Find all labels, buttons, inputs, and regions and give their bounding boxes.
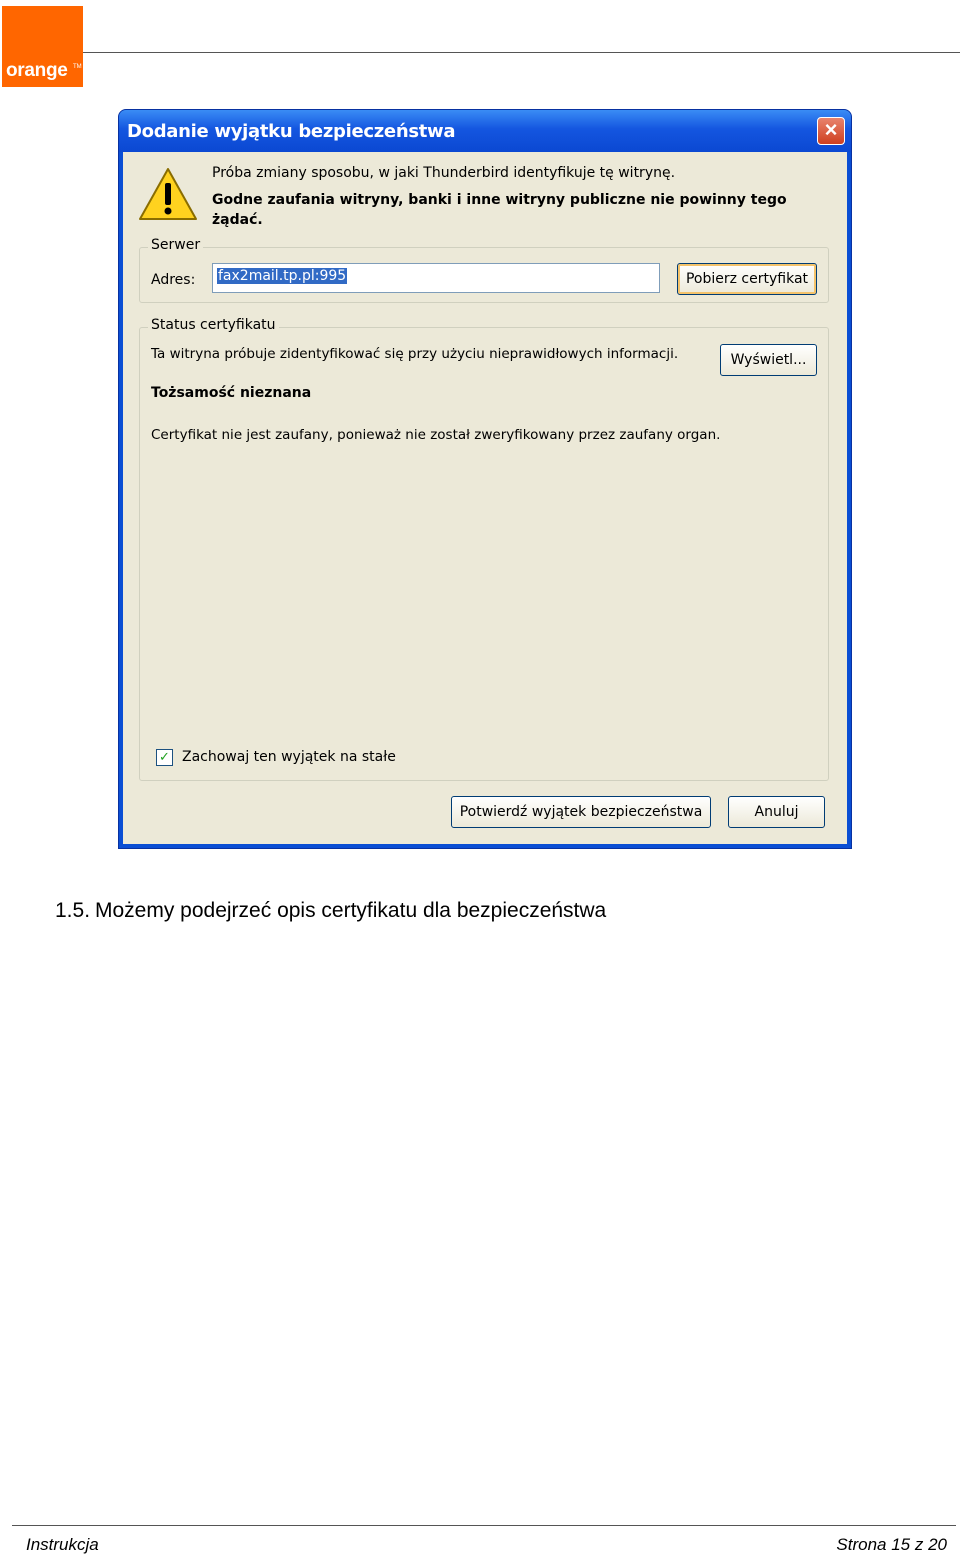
footer-rule (12, 1525, 956, 1526)
orange-logo (2, 6, 83, 87)
cancel-button[interactable]: Anuluj (728, 796, 825, 828)
footer-page-number: Strona 15 z 20 (836, 1535, 947, 1554)
certificate-status-group (139, 317, 829, 781)
status-description: Ta witryna próbuje zidentyfikować się przy użyciu nieprawidłowych informacji. (151, 346, 679, 362)
view-button[interactable]: Wyświetl... (720, 344, 817, 376)
logo-text: orange (6, 60, 68, 81)
warning-icon (137, 166, 199, 222)
warning-message-bold: Godne zaufania witryny, banki i inne witryny publiczne nie powinny tego żądać. (212, 192, 787, 228)
server-legend: Serwer (148, 237, 203, 253)
section-caption (55, 899, 606, 923)
address-input[interactable] (212, 263, 660, 293)
logo-trademark: TM (73, 64, 82, 70)
confirm-exception-button[interactable]: Potwierdź wyjątek bezpieczeństwa (451, 796, 711, 828)
address-label: Adres: (151, 272, 196, 288)
title-bar[interactable] (119, 110, 851, 152)
address-value: fax2mail.tp.pl:995 (218, 268, 347, 284)
permanent-checkbox[interactable]: ✓ (156, 749, 173, 766)
status-legend: Status certyfikatu (148, 317, 279, 333)
dialog-title: Dodanie wyjątku bezpieczeństwa (127, 121, 456, 142)
security-exception-dialog (118, 109, 852, 849)
footer-document-name: Instrukcja (26, 1535, 99, 1554)
caption-number: 1.5. (55, 899, 91, 922)
caption-text: Możemy podejrzeć opis certyfikatu dla bezpieczeństwa (95, 899, 607, 922)
close-icon[interactable]: × (817, 117, 845, 145)
identity-heading: Tożsamość nieznana (151, 385, 312, 401)
header-rule (83, 52, 960, 53)
permanent-checkbox-label[interactable]: Zachowaj ten wyjątek na stałe (182, 749, 396, 765)
fetch-certificate-button[interactable]: Pobierz certyfikat (677, 263, 817, 295)
certificate-description: Certyfikat nie jest zaufany, ponieważ nie został zweryfikowany przez zaufany organ. (151, 427, 721, 443)
server-group (139, 237, 829, 303)
dialog-client-area (123, 152, 847, 844)
warning-message: Próba zmiany sposobu, w jaki Thunderbird identyfikuje tę witrynę. (212, 165, 676, 181)
